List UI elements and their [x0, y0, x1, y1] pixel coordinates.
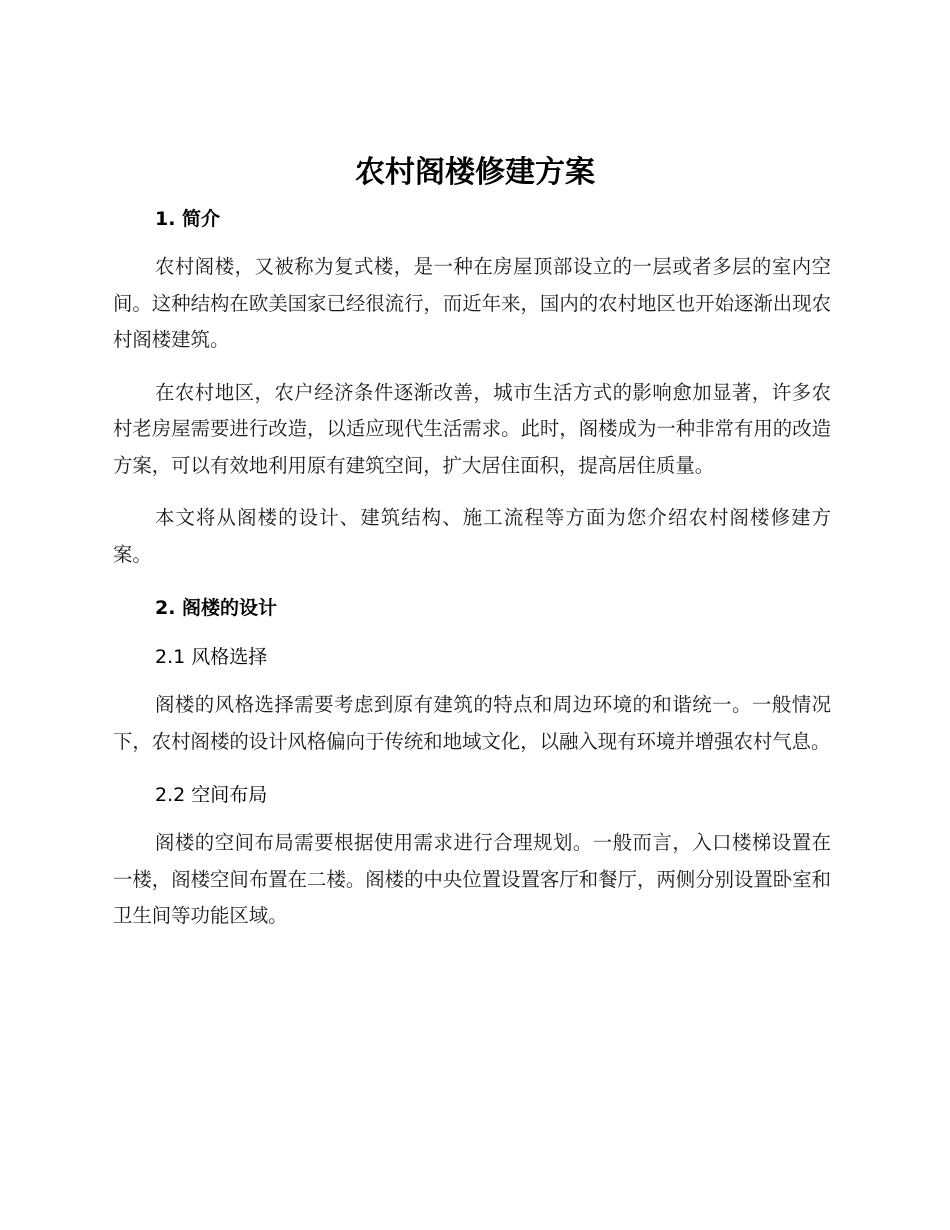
paragraph-intro-1: 农村阁楼，又被称为复式楼，是一种在房屋顶部设立的一层或者多层的室内空间。这种结构在欧美国家已经很流行，而近年来，国内的农村地区也开始逐渐出现农村阁楼建筑。: [113, 255, 831, 351]
paragraph-style: 阁楼的风格选择需要考虑到原有建筑的特点和周边环境的和谐统一。一般情况下，农村阁楼的设计风格偏向于传统和地域文化，以融入现有环境并增强农村气息。: [113, 693, 831, 753]
section-heading-design: 2. 阁楼的设计: [155, 597, 278, 619]
section-heading-intro: 1. 简介: [155, 208, 221, 230]
document-title: 农村阁楼修建方案: [355, 155, 595, 190]
paragraph-intro-3: 本文将从阁楼的设计、建筑结构、施工流程等方面为您介绍农村阁楼修建方案。: [113, 506, 831, 566]
paragraph-intro-2: 在农村地区，农户经济条件逐渐改善，城市生活方式的影响愈加显著，许多农村老房屋需要进行改造，以适应现代生活需求。此时，阁楼成为一种非常有用的改造方案，可以有效地利用原有建筑空间，扩大居住面积，提高居住质量。: [113, 380, 831, 477]
subsection-heading-style: 2.1 风格选择: [155, 646, 268, 668]
paragraph-layout: 阁楼的空间布局需要根据使用需求进行合理规划。一般而言，入口楼梯设置在一楼，阁楼空间布置在二楼。阁楼的中央位置设置客厅和餐厅，两侧分别设置卧室和卫生间等功能区域。: [113, 831, 831, 927]
document-body: [113, 200, 831, 935]
subsection-heading-layout: 2.2 空间布局: [155, 784, 268, 806]
